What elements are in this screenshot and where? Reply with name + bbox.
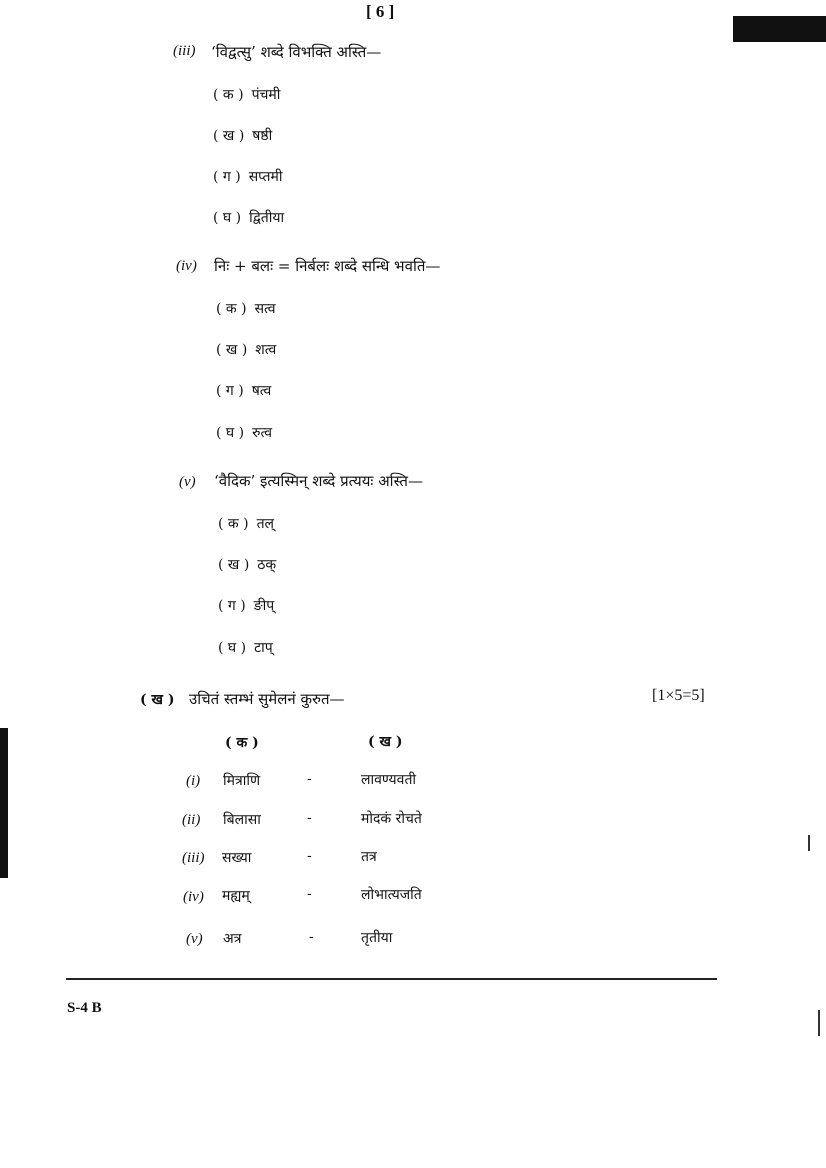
question-text: ‘विद्वत्सु’ शब्दे विभक्ति अस्ति—: [211, 43, 382, 61]
option-text: शत्व: [255, 342, 277, 358]
column-a-heading: ( क ): [225, 735, 259, 751]
option: [216, 339, 276, 359]
scan-artifact: [0, 728, 8, 878]
marks-allocation: [1×5=5]: [652, 687, 705, 704]
match-row-number: (i): [186, 773, 201, 789]
match-dash: -: [309, 929, 314, 945]
match-item-b: लावण्यवती: [361, 772, 417, 788]
question-text: ‘वैदिक’ इत्यस्मिन् शब्दे प्रत्ययः अस्ति—: [214, 472, 423, 490]
match-item-a: मह्यम्: [222, 888, 250, 904]
option-text: ठक्: [257, 557, 277, 573]
option: [218, 554, 276, 574]
option: [216, 380, 271, 400]
match-row-number: (iv): [183, 889, 204, 905]
scan-artifact: [733, 16, 826, 42]
option: [216, 298, 276, 318]
option-label: ( ख ): [216, 342, 248, 358]
match-item-b: लोभात्यजति: [361, 887, 422, 903]
page-number: [ 6 ]: [366, 2, 395, 21]
question-number: (iii): [173, 43, 196, 59]
option: [218, 595, 274, 615]
footer-rule: [66, 978, 717, 980]
match-item-b: तृतीया: [361, 930, 393, 946]
option: [213, 166, 282, 186]
option-text: तल्: [256, 516, 275, 532]
option-text: सप्तमी: [248, 169, 283, 185]
option-text: पंचमी: [251, 87, 281, 103]
option-text: रुत्व: [252, 425, 272, 441]
match-item-a: सख्या: [222, 850, 252, 866]
match-row-number: (ii): [182, 812, 201, 828]
match-dash: -: [307, 848, 312, 864]
option-text: सत्व: [254, 301, 276, 317]
section-label: ( ख ): [140, 692, 175, 708]
option-text: षष्ठी: [252, 128, 273, 144]
footer-code: S-4 B: [67, 1000, 102, 1016]
scan-artifact: [818, 1010, 820, 1036]
option: [218, 637, 273, 657]
section-instruction: उचितं स्तम्भं सुमेलनं कुरुत—: [189, 690, 345, 708]
option-label: ( क ): [218, 516, 249, 532]
column-b-heading: ( ख ): [368, 734, 403, 750]
match-row-number: (iii): [182, 850, 205, 866]
option: [218, 513, 274, 533]
option-text: ङीप्: [253, 598, 275, 614]
question-number: (v): [179, 474, 196, 490]
option-label: ( ग ): [213, 169, 241, 185]
option: [213, 207, 284, 227]
option: [213, 84, 280, 104]
option-label: ( घ ): [218, 640, 247, 656]
question-text: निः + बलः = निर्बलः शब्दे सन्धि भवति—: [214, 257, 441, 275]
match-row-number: (v): [186, 931, 203, 947]
match-item-a: अत्र: [223, 931, 242, 947]
question-number: (iv): [176, 258, 197, 274]
match-dash: -: [307, 771, 312, 787]
match-item-b: मोदकं रोचते: [361, 811, 422, 827]
match-item-a: बिलासा: [223, 812, 261, 828]
option-text: द्वितीया: [249, 210, 285, 226]
option-label: ( क ): [216, 301, 247, 317]
option-label: ( घ ): [213, 210, 242, 226]
match-item-a: मित्राणि: [223, 773, 261, 789]
option-label: ( ख ): [218, 557, 250, 573]
option-text: षत्व: [251, 383, 272, 399]
option: [216, 422, 272, 442]
option-label: ( ग ): [218, 598, 246, 614]
option: [213, 125, 272, 145]
option-text: टाप्: [254, 640, 273, 656]
option-label: ( ग ): [216, 383, 244, 399]
match-dash: -: [307, 886, 312, 902]
match-item-b: तत्र: [361, 849, 377, 865]
option-label: ( ख ): [213, 128, 245, 144]
scan-artifact: [808, 835, 810, 851]
option-label: ( घ ): [216, 425, 245, 441]
match-dash: -: [307, 810, 312, 826]
option-label: ( क ): [213, 87, 244, 103]
